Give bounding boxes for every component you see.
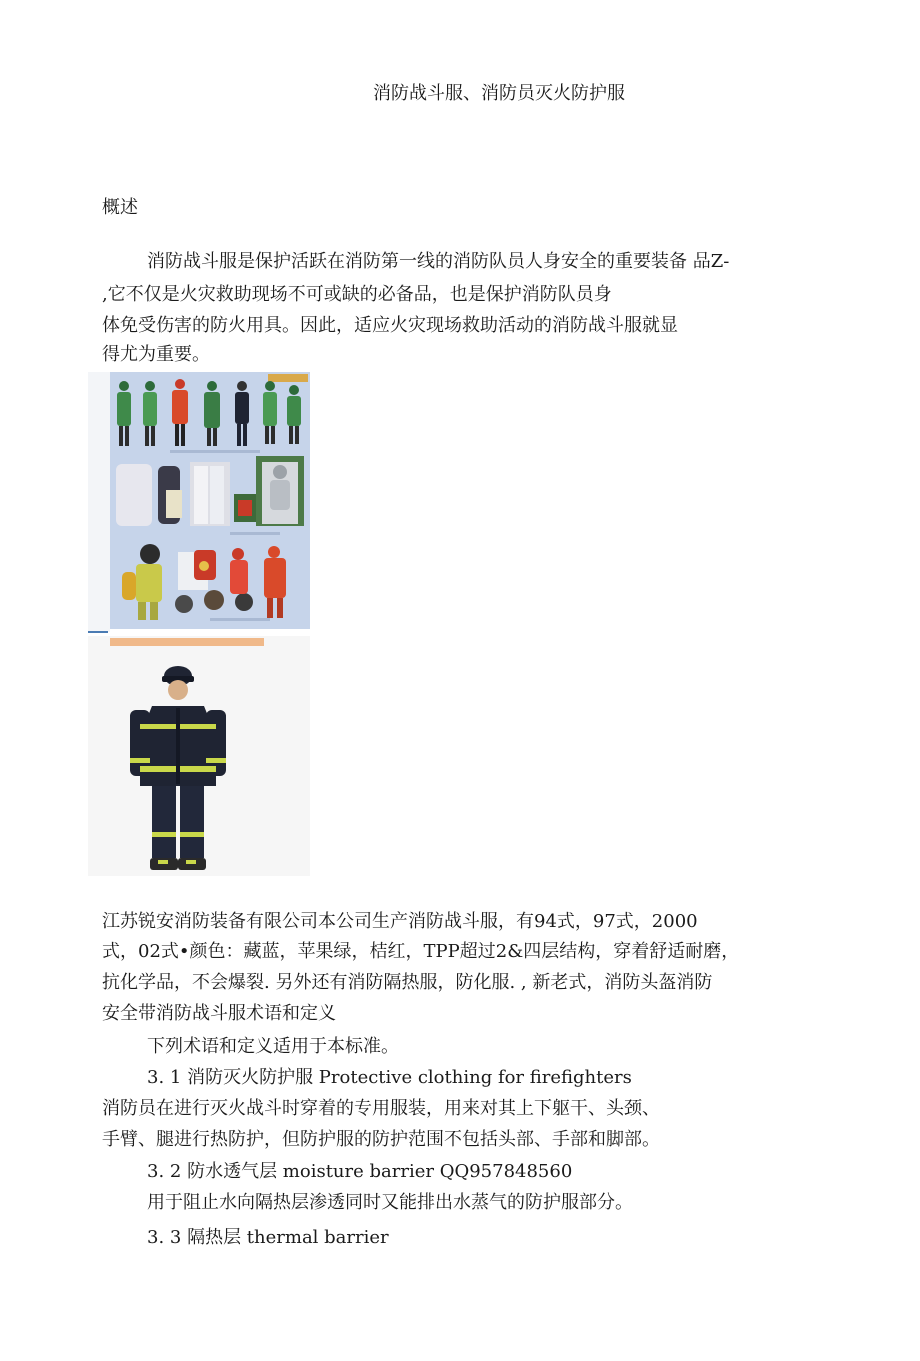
firefighter-illustration: [88, 636, 310, 876]
catalog-image-rule: [88, 631, 108, 633]
company-line-3: 抗化学品，不会爆裂. 另外还有消防隔热服，防化服. , 新老式，消防头盔消防: [102, 972, 713, 993]
term-3-3-heading: 3. 3 隔热层 thermal barrier: [147, 1227, 389, 1248]
terms-intro: 下列术语和定义适用于本标准。: [147, 1036, 399, 1057]
company-line-1: 江苏锐安消防装备有限公司本公司生产消防战斗服，有94式，97式，2000: [102, 911, 698, 932]
term-3-2-desc: 用于阻止水向隔热层渗透同时又能排出水蒸气的防护服部分。: [147, 1192, 633, 1213]
term-3-2-heading: 3. 2 防水透气层 moisture barrier QQ957848560: [147, 1161, 573, 1182]
catalog-image-edge: [88, 372, 110, 632]
intro-line-1: 消防战斗服是保护活跃在消防第一线的消防队员人身安全的重要装备 品Z-: [147, 251, 730, 272]
firefighter-uniform-photo: [88, 636, 310, 876]
term-3-1-heading: 3. 1 消防灭火防护服 Protective clothing for firefighters: [147, 1067, 632, 1088]
suit-catalog-image: [110, 372, 310, 629]
intro-line-2: ,它不仅是火灾救助现场不可或缺的必备品，也是保护消防队员身: [102, 284, 612, 305]
company-line-4: 安全带消防战斗服术语和定义: [102, 1003, 336, 1024]
page-title: 消防战斗服、消防员灭火防护服: [373, 83, 625, 104]
intro-line-4: 得尤为重要。: [102, 344, 210, 365]
intro-line-3: 体免受伤害的防火用具。因此，适应火灾现场救助活动的消防战斗服就显: [102, 315, 678, 336]
term-3-1-desc-2: 手臂、腿进行热防护，但防护服的防护范围不包括头部、手部和脚部。: [102, 1129, 660, 1150]
section-heading-overview: 概述: [102, 197, 138, 218]
suit-catalog-illustration: [110, 372, 310, 629]
company-line-2: 式，02式•颜色：藏蓝，苹果绿，桔红，TPP超过2&四层结构，穿着舒适耐磨，: [102, 941, 740, 962]
term-3-1-desc-1: 消防员在进行灭火战斗时穿着的专用服装，用来对其上下躯干、头颈、: [102, 1098, 660, 1119]
suit-figures-row-2: [116, 456, 304, 526]
